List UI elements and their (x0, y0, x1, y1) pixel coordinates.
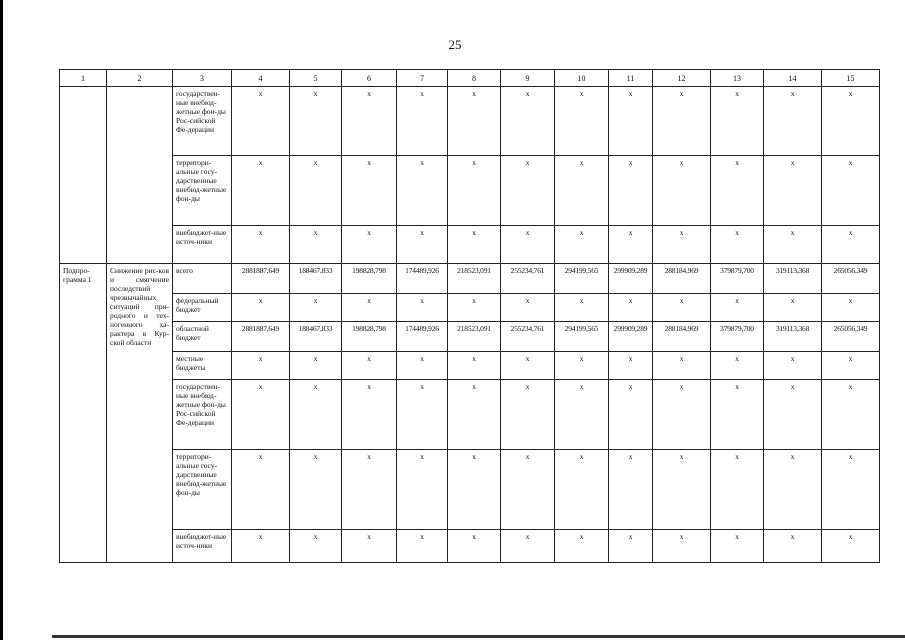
value-cell: x (609, 352, 653, 380)
empty-name-cell (107, 87, 173, 264)
table-row (60, 87, 880, 156)
value-cell: x (609, 294, 653, 322)
value-cell: 299909,289 (609, 264, 653, 294)
funding-table (59, 69, 880, 563)
value-cell: x (448, 156, 501, 226)
value-cell: x (609, 156, 653, 226)
funding-source-cell: территори-альные госу-дарственные внебюд-жетные фон-ды (173, 156, 232, 226)
column-number-cell: 3 (173, 70, 232, 87)
value-cell: x (397, 380, 448, 450)
value-cell: x (609, 87, 653, 156)
value-cell: 188467,833 (290, 264, 342, 294)
value-cell: x (397, 87, 448, 156)
value-cell: x (711, 294, 764, 322)
value-cell: 255234,761 (501, 264, 555, 294)
table-row (60, 226, 880, 264)
value-cell: x (822, 530, 880, 563)
column-number-cell: 15 (822, 70, 880, 87)
value-cell: 2881887,649 (232, 264, 290, 294)
value-cell: 265056,349 (822, 322, 880, 352)
value-cell: x (397, 226, 448, 264)
value-cell: x (448, 87, 501, 156)
value-cell: x (653, 87, 711, 156)
value-cell: 265056,349 (822, 264, 880, 294)
value-cell: x (448, 294, 501, 322)
value-cell: x (232, 294, 290, 322)
value-cell: x (555, 294, 609, 322)
subprogram-label: Подпро-грамма 1 (60, 264, 107, 563)
value-cell: x (609, 380, 653, 450)
table-row (60, 294, 880, 322)
value-cell: x (290, 450, 342, 530)
value-cell: 379879,700 (711, 264, 764, 294)
value-cell: x (397, 530, 448, 563)
value-cell: 198828,798 (342, 264, 397, 294)
value-cell: x (653, 226, 711, 264)
value-cell: 288184,969 (653, 264, 711, 294)
bottom-scan-border (52, 635, 905, 638)
column-number-cell: 5 (290, 70, 342, 87)
column-number-cell: 11 (609, 70, 653, 87)
table-row (60, 530, 880, 563)
value-cell: x (555, 352, 609, 380)
value-cell: x (342, 380, 397, 450)
value-cell: x (342, 530, 397, 563)
value-cell: 198828,798 (342, 322, 397, 352)
value-cell: x (653, 380, 711, 450)
value-cell: x (555, 156, 609, 226)
value-cell: x (822, 226, 880, 264)
value-cell: x (711, 156, 764, 226)
value-cell: x (822, 87, 880, 156)
value-cell: x (501, 294, 555, 322)
value-cell: x (397, 450, 448, 530)
value-cell: x (711, 530, 764, 563)
value-cell: x (764, 352, 822, 380)
value-cell: x (342, 294, 397, 322)
column-number-cell: 14 (764, 70, 822, 87)
value-cell: x (555, 530, 609, 563)
value-cell: x (653, 156, 711, 226)
value-cell: x (290, 352, 342, 380)
value-cell: 174489,926 (397, 322, 448, 352)
value-cell: x (555, 450, 609, 530)
value-cell: 299909,289 (609, 322, 653, 352)
value-cell: x (342, 226, 397, 264)
subprogram-name: Снижение рис-ков и смягчение последствий чрезвычайных ситуаций при-родного и тех-ногенного ха-рактера в Кур-ской области (107, 264, 173, 563)
value-cell: x (501, 530, 555, 563)
value-cell: x (822, 380, 880, 450)
value-cell: x (290, 226, 342, 264)
value-cell: x (609, 450, 653, 530)
value-cell: 2881887,649 (232, 322, 290, 352)
left-scan-border (0, 0, 3, 640)
funding-source-cell: внебюджет-ные источ-ники (173, 530, 232, 563)
value-cell: x (653, 352, 711, 380)
value-cell: 174489,926 (397, 264, 448, 294)
column-number-cell: 4 (232, 70, 290, 87)
value-cell: x (501, 450, 555, 530)
value-cell: x (232, 380, 290, 450)
value-cell: 288184,969 (653, 322, 711, 352)
value-cell: 294199,565 (555, 264, 609, 294)
table-row (60, 156, 880, 226)
value-cell: x (764, 87, 822, 156)
column-number-cell: 2 (107, 70, 173, 87)
value-cell: x (448, 380, 501, 450)
value-cell: 218523,091 (448, 322, 501, 352)
value-cell: x (764, 226, 822, 264)
value-cell: x (711, 352, 764, 380)
funding-source-cell: внебюджет-ные источ-ники (173, 226, 232, 264)
value-cell: x (448, 226, 501, 264)
value-cell: x (290, 294, 342, 322)
value-cell: x (711, 450, 764, 530)
value-cell: x (290, 87, 342, 156)
funding-source-cell: местные бюджеты (173, 352, 232, 380)
value-cell: x (822, 156, 880, 226)
column-number-cell: 6 (342, 70, 397, 87)
column-number-cell: 8 (448, 70, 501, 87)
value-cell: x (290, 156, 342, 226)
value-cell: x (290, 380, 342, 450)
value-cell: 188467,833 (290, 322, 342, 352)
value-cell: x (290, 530, 342, 563)
funding-source-cell: областной бюджет (173, 322, 232, 352)
value-cell: x (501, 380, 555, 450)
column-number-cell: 1 (60, 70, 107, 87)
value-cell: x (342, 352, 397, 380)
value-cell: x (232, 87, 290, 156)
value-cell: x (232, 450, 290, 530)
value-cell: 319113,368 (764, 264, 822, 294)
value-cell: x (822, 352, 880, 380)
value-cell: x (397, 352, 448, 380)
funding-source-cell: всего (173, 264, 232, 294)
value-cell: x (448, 352, 501, 380)
value-cell: x (342, 450, 397, 530)
value-cell: x (609, 226, 653, 264)
value-cell: x (232, 156, 290, 226)
table-row (60, 352, 880, 380)
table-row (60, 322, 880, 352)
value-cell: x (501, 226, 555, 264)
value-cell: x (653, 530, 711, 563)
value-cell: x (764, 530, 822, 563)
value-cell: x (555, 226, 609, 264)
value-cell: x (397, 156, 448, 226)
funding-source-cell: государствен-ные внебюд-жетные фон-ды Рос-сийской Фе-дерации (173, 87, 232, 156)
value-cell: x (764, 380, 822, 450)
value-cell: x (711, 226, 764, 264)
value-cell: x (501, 156, 555, 226)
empty-label-cell (60, 87, 107, 264)
column-number-cell: 7 (397, 70, 448, 87)
value-cell: x (555, 380, 609, 450)
value-cell: x (822, 294, 880, 322)
column-number-row (60, 70, 880, 87)
funding-source-cell: федеральный бюджет (173, 294, 232, 322)
value-cell: x (232, 530, 290, 563)
column-number-cell: 10 (555, 70, 609, 87)
value-cell: x (764, 450, 822, 530)
value-cell: x (232, 226, 290, 264)
value-cell: 255234,761 (501, 322, 555, 352)
page-number: 25 (448, 37, 462, 52)
table-row (60, 450, 880, 530)
value-cell: x (232, 352, 290, 380)
value-cell: x (653, 294, 711, 322)
value-cell: 294199,565 (555, 322, 609, 352)
value-cell: x (342, 156, 397, 226)
value-cell: x (501, 352, 555, 380)
value-cell: x (711, 87, 764, 156)
column-number-cell: 9 (501, 70, 555, 87)
value-cell: x (555, 87, 609, 156)
value-cell: x (764, 294, 822, 322)
funding-source-cell: территори-альные госу-дарственные внебюд-жетные фон-ды (173, 450, 232, 530)
value-cell: 379879,700 (711, 322, 764, 352)
value-cell: x (822, 450, 880, 530)
value-cell: x (501, 87, 555, 156)
value-cell: x (448, 530, 501, 563)
column-number-cell: 13 (711, 70, 764, 87)
column-number-cell: 12 (653, 70, 711, 87)
table-row (60, 264, 880, 294)
table-row (60, 380, 880, 450)
value-cell: x (342, 87, 397, 156)
funding-source-cell: государствен-ные внебюд-жетные фон-ды Рос-сийской Фе-дерации (173, 380, 232, 450)
value-cell: x (448, 450, 501, 530)
value-cell: x (764, 156, 822, 226)
value-cell: x (653, 450, 711, 530)
value-cell: 218523,091 (448, 264, 501, 294)
value-cell: x (711, 380, 764, 450)
value-cell: x (609, 530, 653, 563)
value-cell: 319113,368 (764, 322, 822, 352)
value-cell: x (397, 294, 448, 322)
